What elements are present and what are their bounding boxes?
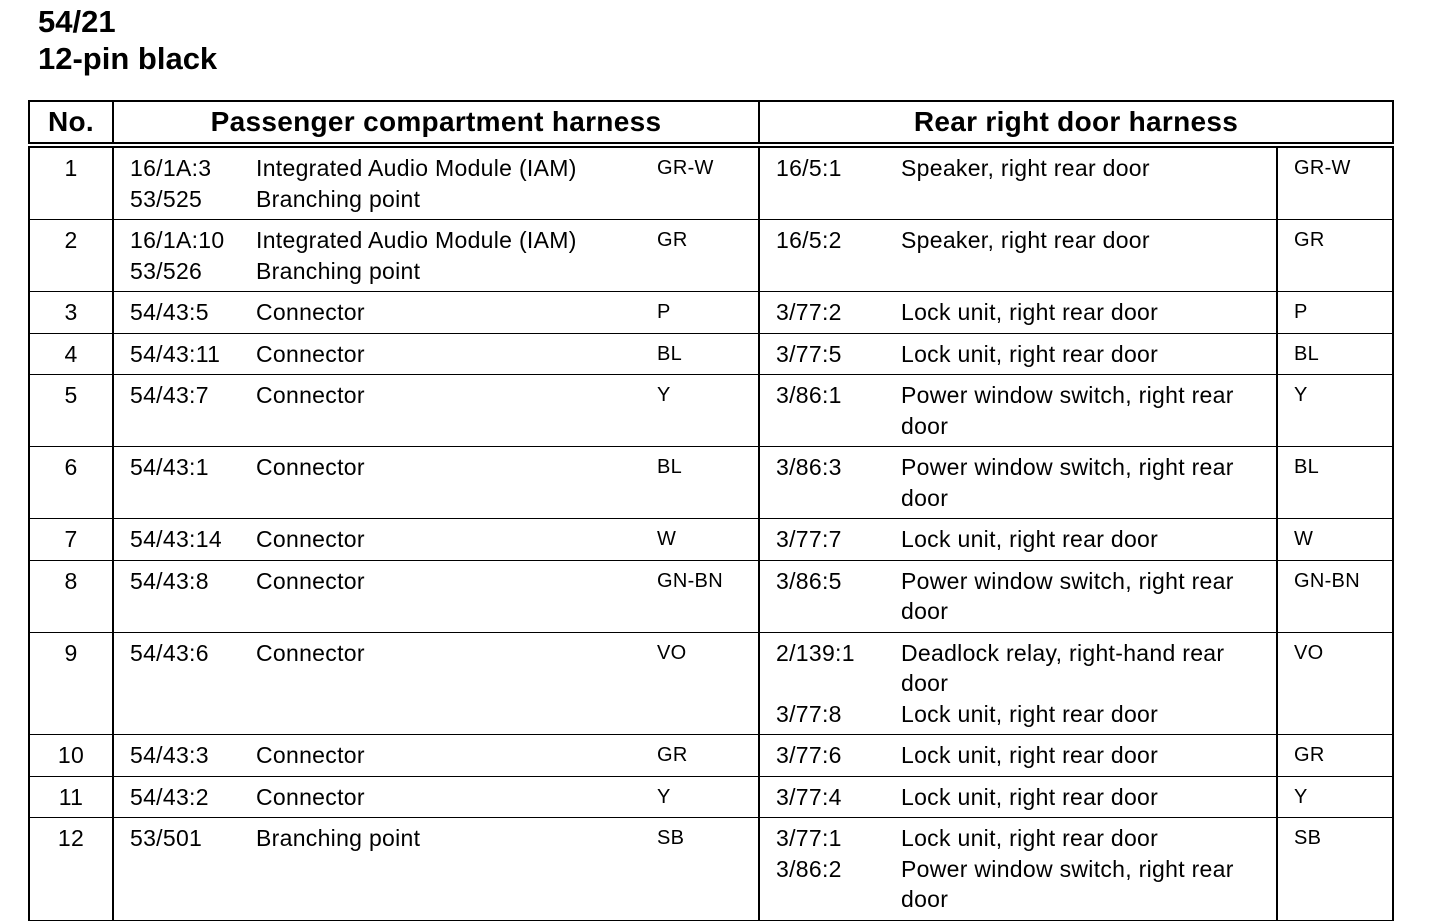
passenger-desc-line: Integrated Audio Module (IAM) [256, 227, 577, 253]
rear-wire-color: GN-BN [1277, 560, 1393, 632]
passenger-desc [256, 560, 641, 632]
passenger-desc [256, 776, 641, 818]
rear-desc-line: Speaker, right rear door [901, 227, 1150, 253]
rear-wire-color: W [1277, 519, 1393, 561]
pin-number: 8 [29, 560, 113, 632]
rear-ref-line: 2/139:1 [776, 639, 855, 666]
rear-ref [759, 375, 901, 447]
passenger-wire-color: GN-BN [641, 560, 759, 632]
passenger-ref-line: 54/43:1 [130, 454, 209, 480]
table-row [29, 333, 1393, 375]
rear-ref [759, 776, 901, 818]
rear-ref-line: 3/86:1 [776, 382, 842, 408]
passenger-wire-color: Y [641, 776, 759, 818]
passenger-ref-line: 54/43:7 [130, 382, 209, 408]
passenger-ref-line: 54/43:11 [130, 340, 221, 367]
passenger-ref [113, 519, 256, 561]
passenger-ref-line: 54/43:6 [130, 639, 209, 666]
passenger-wire-color: P [641, 292, 759, 334]
passenger-ref [113, 776, 256, 818]
rear-ref [759, 818, 901, 921]
rear-desc-line: Power window switch, right rear door [901, 454, 1234, 511]
rear-desc-line: Lock unit, right rear door [901, 825, 1159, 851]
table-row [29, 632, 1393, 735]
table-row [29, 292, 1393, 334]
passenger-ref-line: 54/43:2 [130, 783, 209, 810]
pin-number: 10 [29, 735, 113, 777]
rear-wire-color: GR [1277, 220, 1393, 292]
column-header-passenger: Passenger compartment harness [113, 101, 759, 145]
rear-desc-line: Lock unit, right rear door [901, 700, 1159, 727]
passenger-desc-line: Connector [256, 742, 365, 768]
passenger-ref [113, 220, 256, 292]
pin-number: 9 [29, 632, 113, 735]
passenger-desc-line: Connector [256, 340, 365, 367]
passenger-desc [256, 519, 641, 561]
column-header-rear: Rear right door harness [759, 101, 1393, 145]
rear-desc [901, 145, 1277, 220]
rear-desc [901, 220, 1277, 292]
table-row [29, 776, 1393, 818]
rear-ref-line: 3/86:2 [776, 855, 842, 882]
table-header-row [29, 101, 1393, 145]
passenger-desc [256, 735, 641, 777]
pin-number: 3 [29, 292, 113, 334]
passenger-ref [113, 375, 256, 447]
passenger-ref [113, 447, 256, 519]
pin-number: 2 [29, 220, 113, 292]
passenger-wire-color: GR [641, 735, 759, 777]
passenger-ref [113, 333, 256, 375]
rear-wire-color: GR [1277, 735, 1393, 777]
rear-ref-line: 3/86:3 [776, 454, 842, 480]
passenger-desc-line: Connector [256, 567, 365, 594]
passenger-ref-line: 53/526 [130, 257, 203, 284]
passenger-wire-color: Y [641, 375, 759, 447]
pin-number: 12 [29, 818, 113, 921]
rear-wire-color: VO [1277, 632, 1393, 735]
passenger-ref [113, 292, 256, 334]
rear-desc-line: Power window switch, right rear door [901, 382, 1234, 439]
rear-wire-color: BL [1277, 447, 1393, 519]
table-body [29, 145, 1393, 920]
rear-wire-color: BL [1277, 333, 1393, 375]
rear-ref [759, 333, 901, 375]
passenger-desc-line: Integrated Audio Module (IAM) [256, 155, 577, 181]
wiring-table [28, 100, 1394, 921]
rear-ref-line: 3/77:8 [776, 700, 842, 727]
rear-ref-line [776, 668, 901, 699]
passenger-desc [256, 145, 641, 220]
rear-ref-line: 3/77:4 [776, 783, 842, 810]
rear-ref-line: 3/77:1 [776, 825, 842, 851]
rear-ref [759, 519, 901, 561]
pin-number: 5 [29, 375, 113, 447]
passenger-ref [113, 632, 256, 735]
table-row [29, 519, 1393, 561]
rear-desc [901, 519, 1277, 561]
rear-ref-line: 16/5:2 [776, 227, 842, 253]
passenger-desc [256, 632, 641, 735]
pin-number: 1 [29, 145, 113, 220]
rear-desc-line: Speaker, right rear door [901, 155, 1150, 181]
connector-header [38, 4, 217, 78]
rear-wire-color: P [1277, 292, 1393, 334]
passenger-ref-line: 54/43:3 [130, 742, 209, 768]
passenger-ref-line: 54/43:8 [130, 567, 209, 594]
rear-desc-line: Lock unit, right rear door [901, 340, 1159, 367]
rear-desc-line: Lock unit, right rear door [901, 299, 1159, 325]
rear-ref [759, 560, 901, 632]
rear-ref [759, 220, 901, 292]
rear-desc [901, 632, 1277, 735]
passenger-desc-line: Connector [256, 454, 365, 480]
rear-wire-color: SB [1277, 818, 1393, 921]
rear-desc [901, 333, 1277, 375]
passenger-ref [113, 560, 256, 632]
passenger-desc-line: Branching point [256, 825, 421, 851]
rear-desc [901, 735, 1277, 777]
rear-ref [759, 447, 901, 519]
passenger-desc [256, 447, 641, 519]
passenger-wire-color: BL [641, 447, 759, 519]
rear-ref-line: 3/77:2 [776, 299, 842, 325]
table-row [29, 560, 1393, 632]
rear-desc-line: Power window switch, right rear door [901, 567, 1234, 624]
passenger-ref [113, 145, 256, 220]
rear-desc-line: Deadlock relay, right-hand rear door [901, 639, 1225, 696]
rear-desc [901, 375, 1277, 447]
rear-desc [901, 818, 1277, 921]
passenger-wire-color: W [641, 519, 759, 561]
table-row [29, 818, 1393, 921]
rear-ref-line: 3/77:7 [776, 526, 842, 552]
column-header-no: No. [29, 101, 113, 145]
rear-desc-line: Lock unit, right rear door [901, 783, 1159, 810]
passenger-ref-line: 53/501 [130, 825, 203, 851]
passenger-desc [256, 292, 641, 334]
table-row [29, 145, 1393, 220]
connector-code: 54/21 [38, 4, 116, 39]
passenger-desc-line: Branching point [256, 257, 421, 284]
passenger-ref-line: 54/43:14 [130, 526, 222, 552]
rear-ref-line: 3/77:6 [776, 742, 842, 768]
rear-desc-line: Lock unit, right rear door [901, 742, 1159, 768]
passenger-desc-line: Connector [256, 783, 365, 810]
rear-wire-color: Y [1277, 776, 1393, 818]
pin-number: 4 [29, 333, 113, 375]
passenger-wire-color: GR-W [641, 145, 759, 220]
rear-desc [901, 447, 1277, 519]
passenger-wire-color: SB [641, 818, 759, 921]
passenger-ref-line: 53/525 [130, 185, 203, 212]
passenger-desc-line: Connector [256, 299, 365, 325]
pin-number: 6 [29, 447, 113, 519]
passenger-ref [113, 735, 256, 777]
rear-ref-line: 3/86:5 [776, 567, 842, 594]
rear-ref [759, 292, 901, 334]
rear-wire-color: Y [1277, 375, 1393, 447]
pin-number: 11 [29, 776, 113, 818]
passenger-desc [256, 220, 641, 292]
rear-ref [759, 632, 901, 735]
passenger-wire-color: VO [641, 632, 759, 735]
rear-desc [901, 560, 1277, 632]
passenger-wire-color: GR [641, 220, 759, 292]
table-row [29, 447, 1393, 519]
connector-description: 12-pin black [38, 41, 218, 76]
passenger-desc-line: Connector [256, 639, 365, 666]
rear-ref-line: 16/5:1 [776, 155, 842, 181]
passenger-ref [113, 818, 256, 921]
rear-desc [901, 292, 1277, 334]
table-row [29, 220, 1393, 292]
passenger-desc [256, 333, 641, 375]
rear-ref-line: 3/77:5 [776, 340, 842, 367]
passenger-ref-line: 54/43:5 [130, 299, 209, 325]
rear-desc-line: Power window switch, right rear door [901, 855, 1234, 912]
pin-number: 7 [29, 519, 113, 561]
table-row [29, 735, 1393, 777]
rear-desc-line: Lock unit, right rear door [901, 526, 1159, 552]
passenger-ref-line: 16/1A:3 [130, 155, 212, 181]
passenger-ref-line: 16/1A:10 [130, 227, 225, 253]
rear-ref [759, 735, 901, 777]
passenger-desc-line: Connector [256, 382, 365, 408]
passenger-desc-line: Connector [256, 526, 365, 552]
passenger-desc [256, 375, 641, 447]
rear-desc [901, 776, 1277, 818]
table-row [29, 375, 1393, 447]
rear-ref [759, 145, 901, 220]
passenger-wire-color: BL [641, 333, 759, 375]
rear-wire-color: GR-W [1277, 145, 1393, 220]
passenger-desc [256, 818, 641, 921]
passenger-desc-line: Branching point [256, 185, 421, 212]
